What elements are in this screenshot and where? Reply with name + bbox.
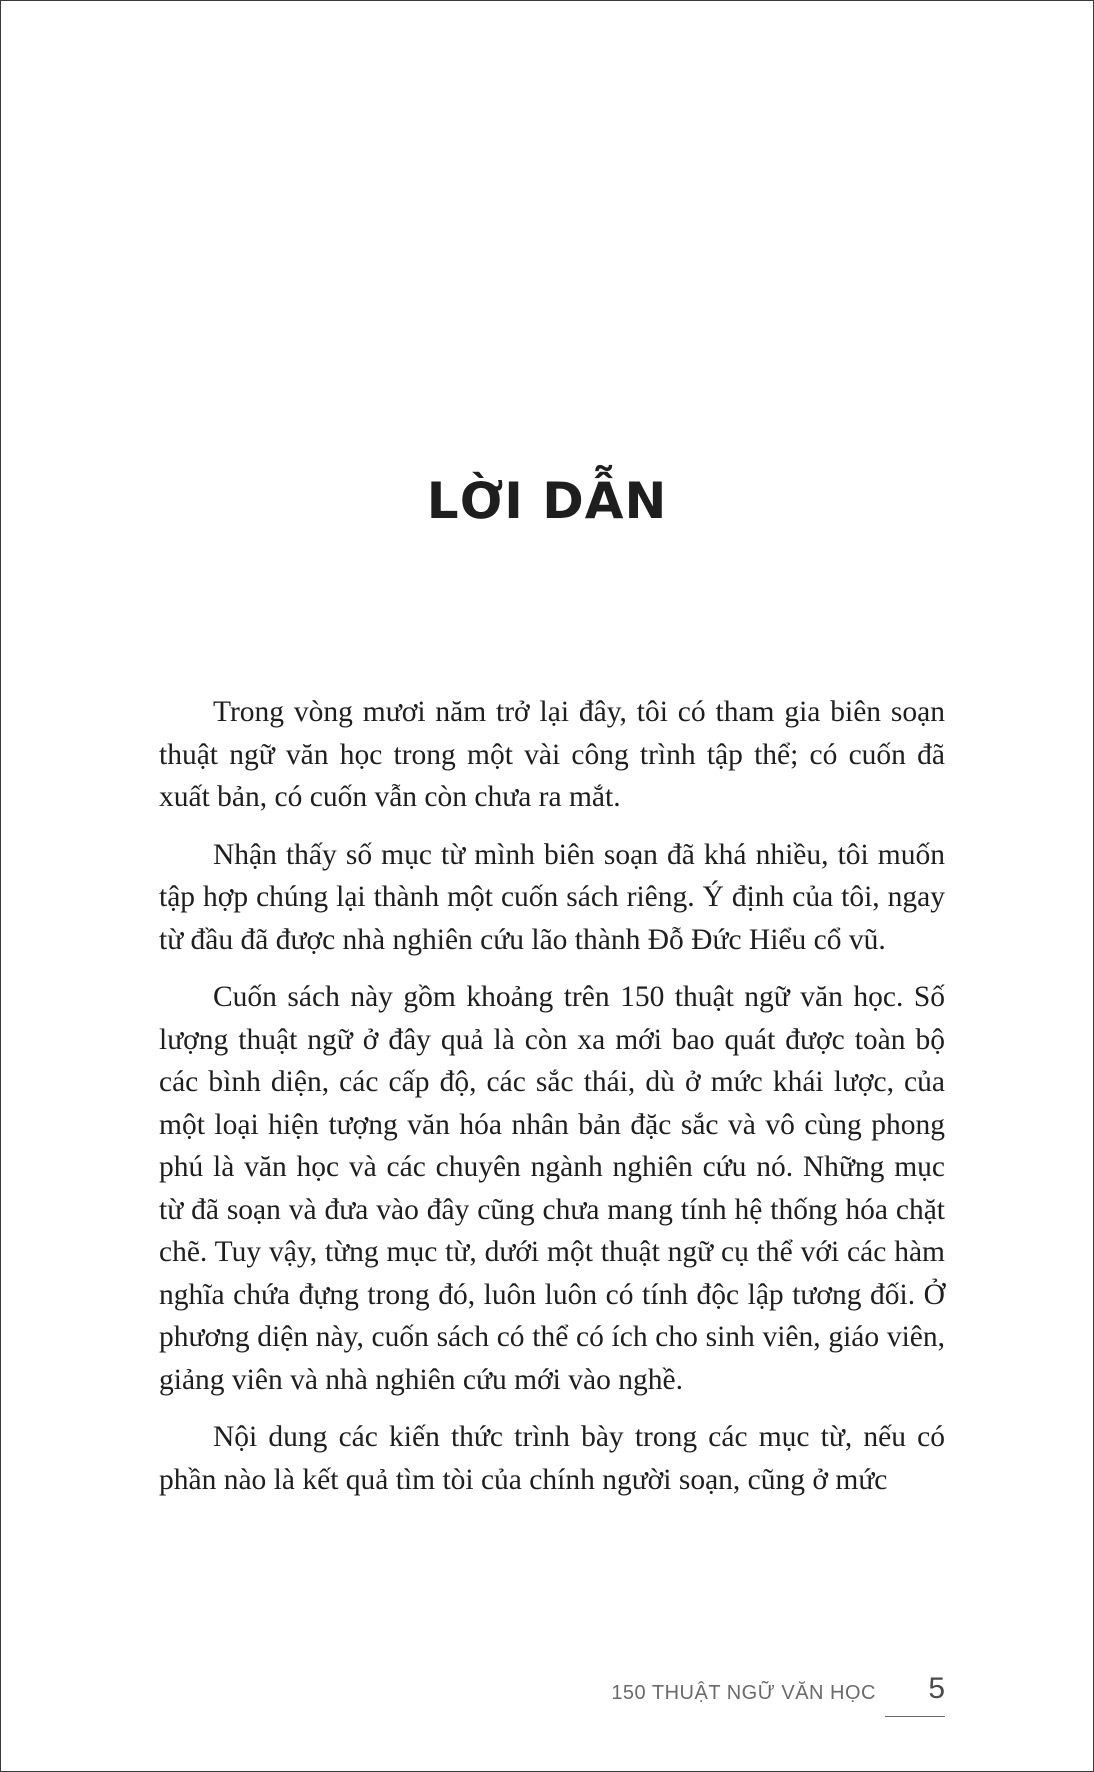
paragraph-2: Nhận thấy số mục từ mình biên soạn đã khá nhiều, tôi muốn tập hợp chúng lại thành một cuốn sách riêng. Ý định của tôi, ngay từ đầu đã được nhà nghiên cứu lão thành Đỗ Đức Hiểu cổ vũ.	[159, 838, 945, 956]
paragraph-1: Trong vòng mươi năm trở lại đây, tôi có tham gia biên soạn thuật ngữ văn học trong một vài công trình tập thể; có cuốn đã xuất bản, có cuốn vẫn còn chưa ra mắt.	[159, 696, 945, 813]
footer-rule	[885, 1716, 945, 1717]
running-footer-title: 150 THUẬT NGỮ VĂN HỌC	[611, 1682, 876, 1704]
body-text	[159, 691, 945, 1516]
page-title: LỜI DẪN	[426, 472, 668, 530]
paragraph-4: Nội dung các kiến thức trình bày trong các mục từ, nếu có phần nào là kết quả tìm tòi của chính người soạn, cũng ở mức	[159, 1421, 945, 1496]
paragraph-3: Cuốn sách này gồm khoảng trên 150 thuật ngữ văn học. Số lượng thuật ngữ ở đây quả là còn xa mới bao quát được toàn bộ các bình diện, các cấp độ, các sắc thái, dù ở mức khái lược, của một loại hiện tượng văn hóa nhân bản đặc sắc và vô cùng phong phú là văn học và các chuyên ngành nghiên cứu nó. Những mục từ đã soạn và đưa vào đây cũng chưa mang tính hệ thống hóa chặt chẽ. Tuy vậy, từng mục từ, dưới một thuật ngữ cụ thể với các hàm nghĩa chứa đựng trong đó, luôn luôn có tính độc lập tương đối. Ở phương diện này, cuốn sách có thể có ích cho sinh viên, giáo viên, giảng viên và nhà nghiên cứu mới vào nghề.	[159, 981, 945, 1396]
page-number: 5	[928, 1672, 945, 1705]
